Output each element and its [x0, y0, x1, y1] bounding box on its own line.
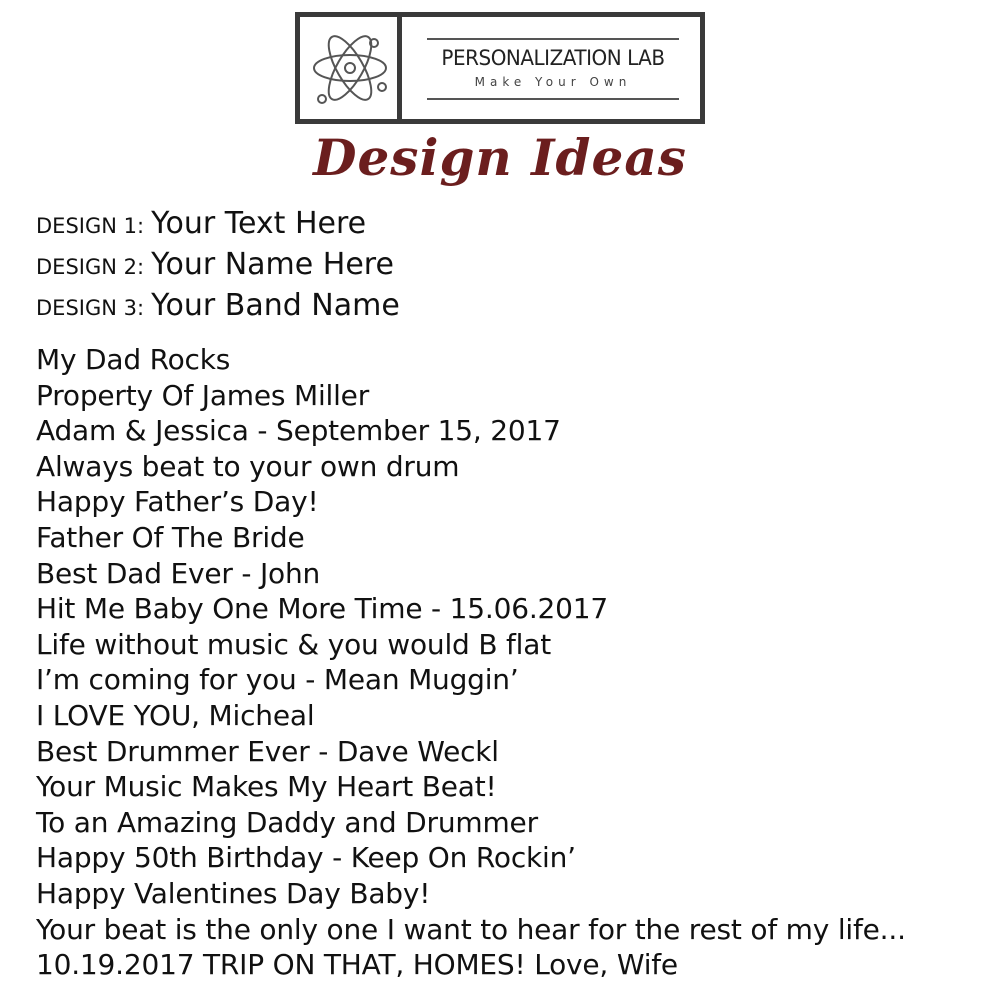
- list-item: Hit Me Baby One More Time - 15.06.2017: [36, 592, 608, 626]
- list-item: To an Amazing Daddy and Drummer: [36, 805, 538, 839]
- design-option-3: [36, 288, 400, 329]
- design-option-2: [36, 247, 400, 288]
- list-item: Always beat to your own drum: [36, 449, 460, 483]
- design-label: DESIGN 3:: [36, 296, 145, 320]
- design-label: DESIGN 1:: [36, 214, 145, 238]
- design-ideas-list: [36, 342, 906, 983]
- list-item: Property Of James Miller: [36, 378, 370, 412]
- brand-logo: [295, 12, 705, 124]
- list-item: Life without music & you would B flat: [36, 627, 552, 661]
- atom-icon: [308, 25, 392, 111]
- design-value: Your Name Here: [151, 247, 394, 282]
- design-option-1: [36, 206, 400, 247]
- list-item: Father Of The Bride: [36, 520, 305, 554]
- list-item: My Dad Rocks: [36, 343, 231, 376]
- list-item: Your beat is the only one I want to hear for the rest of my life...: [36, 912, 906, 946]
- brand-rule-bottom: [427, 98, 679, 100]
- brand-text-block: [427, 38, 679, 96]
- brand-rule-top: [427, 38, 679, 40]
- design-options: [36, 206, 400, 329]
- list-item: 10.19.2017 TRIP ON THAT, HOMES! Love, Wife: [36, 948, 678, 982]
- list-item: Happy Father’s Day!: [36, 485, 319, 519]
- logo-divider: [397, 17, 402, 119]
- list-item: I’m coming for you - Mean Muggin’: [36, 663, 519, 697]
- list-item: I LOVE YOU, Micheal: [36, 698, 315, 732]
- brand-tagline: Make Your Own: [474, 75, 632, 89]
- brand-name: PERSONALIZATION LAB: [441, 46, 665, 70]
- design-value: Your Band Name: [151, 288, 400, 323]
- list-item: Adam & Jessica - September 15, 2017: [36, 414, 561, 448]
- list-item: Best Dad Ever - John: [36, 556, 321, 590]
- list-item: Best Drummer Ever - Dave Weckl: [36, 734, 499, 768]
- list-item: Your Music Makes My Heart Beat!: [36, 770, 497, 804]
- list-item: Happy 50th Birthday - Keep On Rockin’: [36, 841, 576, 875]
- design-value: Your Text Here: [151, 206, 367, 241]
- list-item: Happy Valentines Day Baby!: [36, 876, 431, 910]
- page-heading: Design Ideas: [313, 128, 687, 187]
- design-label: DESIGN 2:: [36, 255, 145, 279]
